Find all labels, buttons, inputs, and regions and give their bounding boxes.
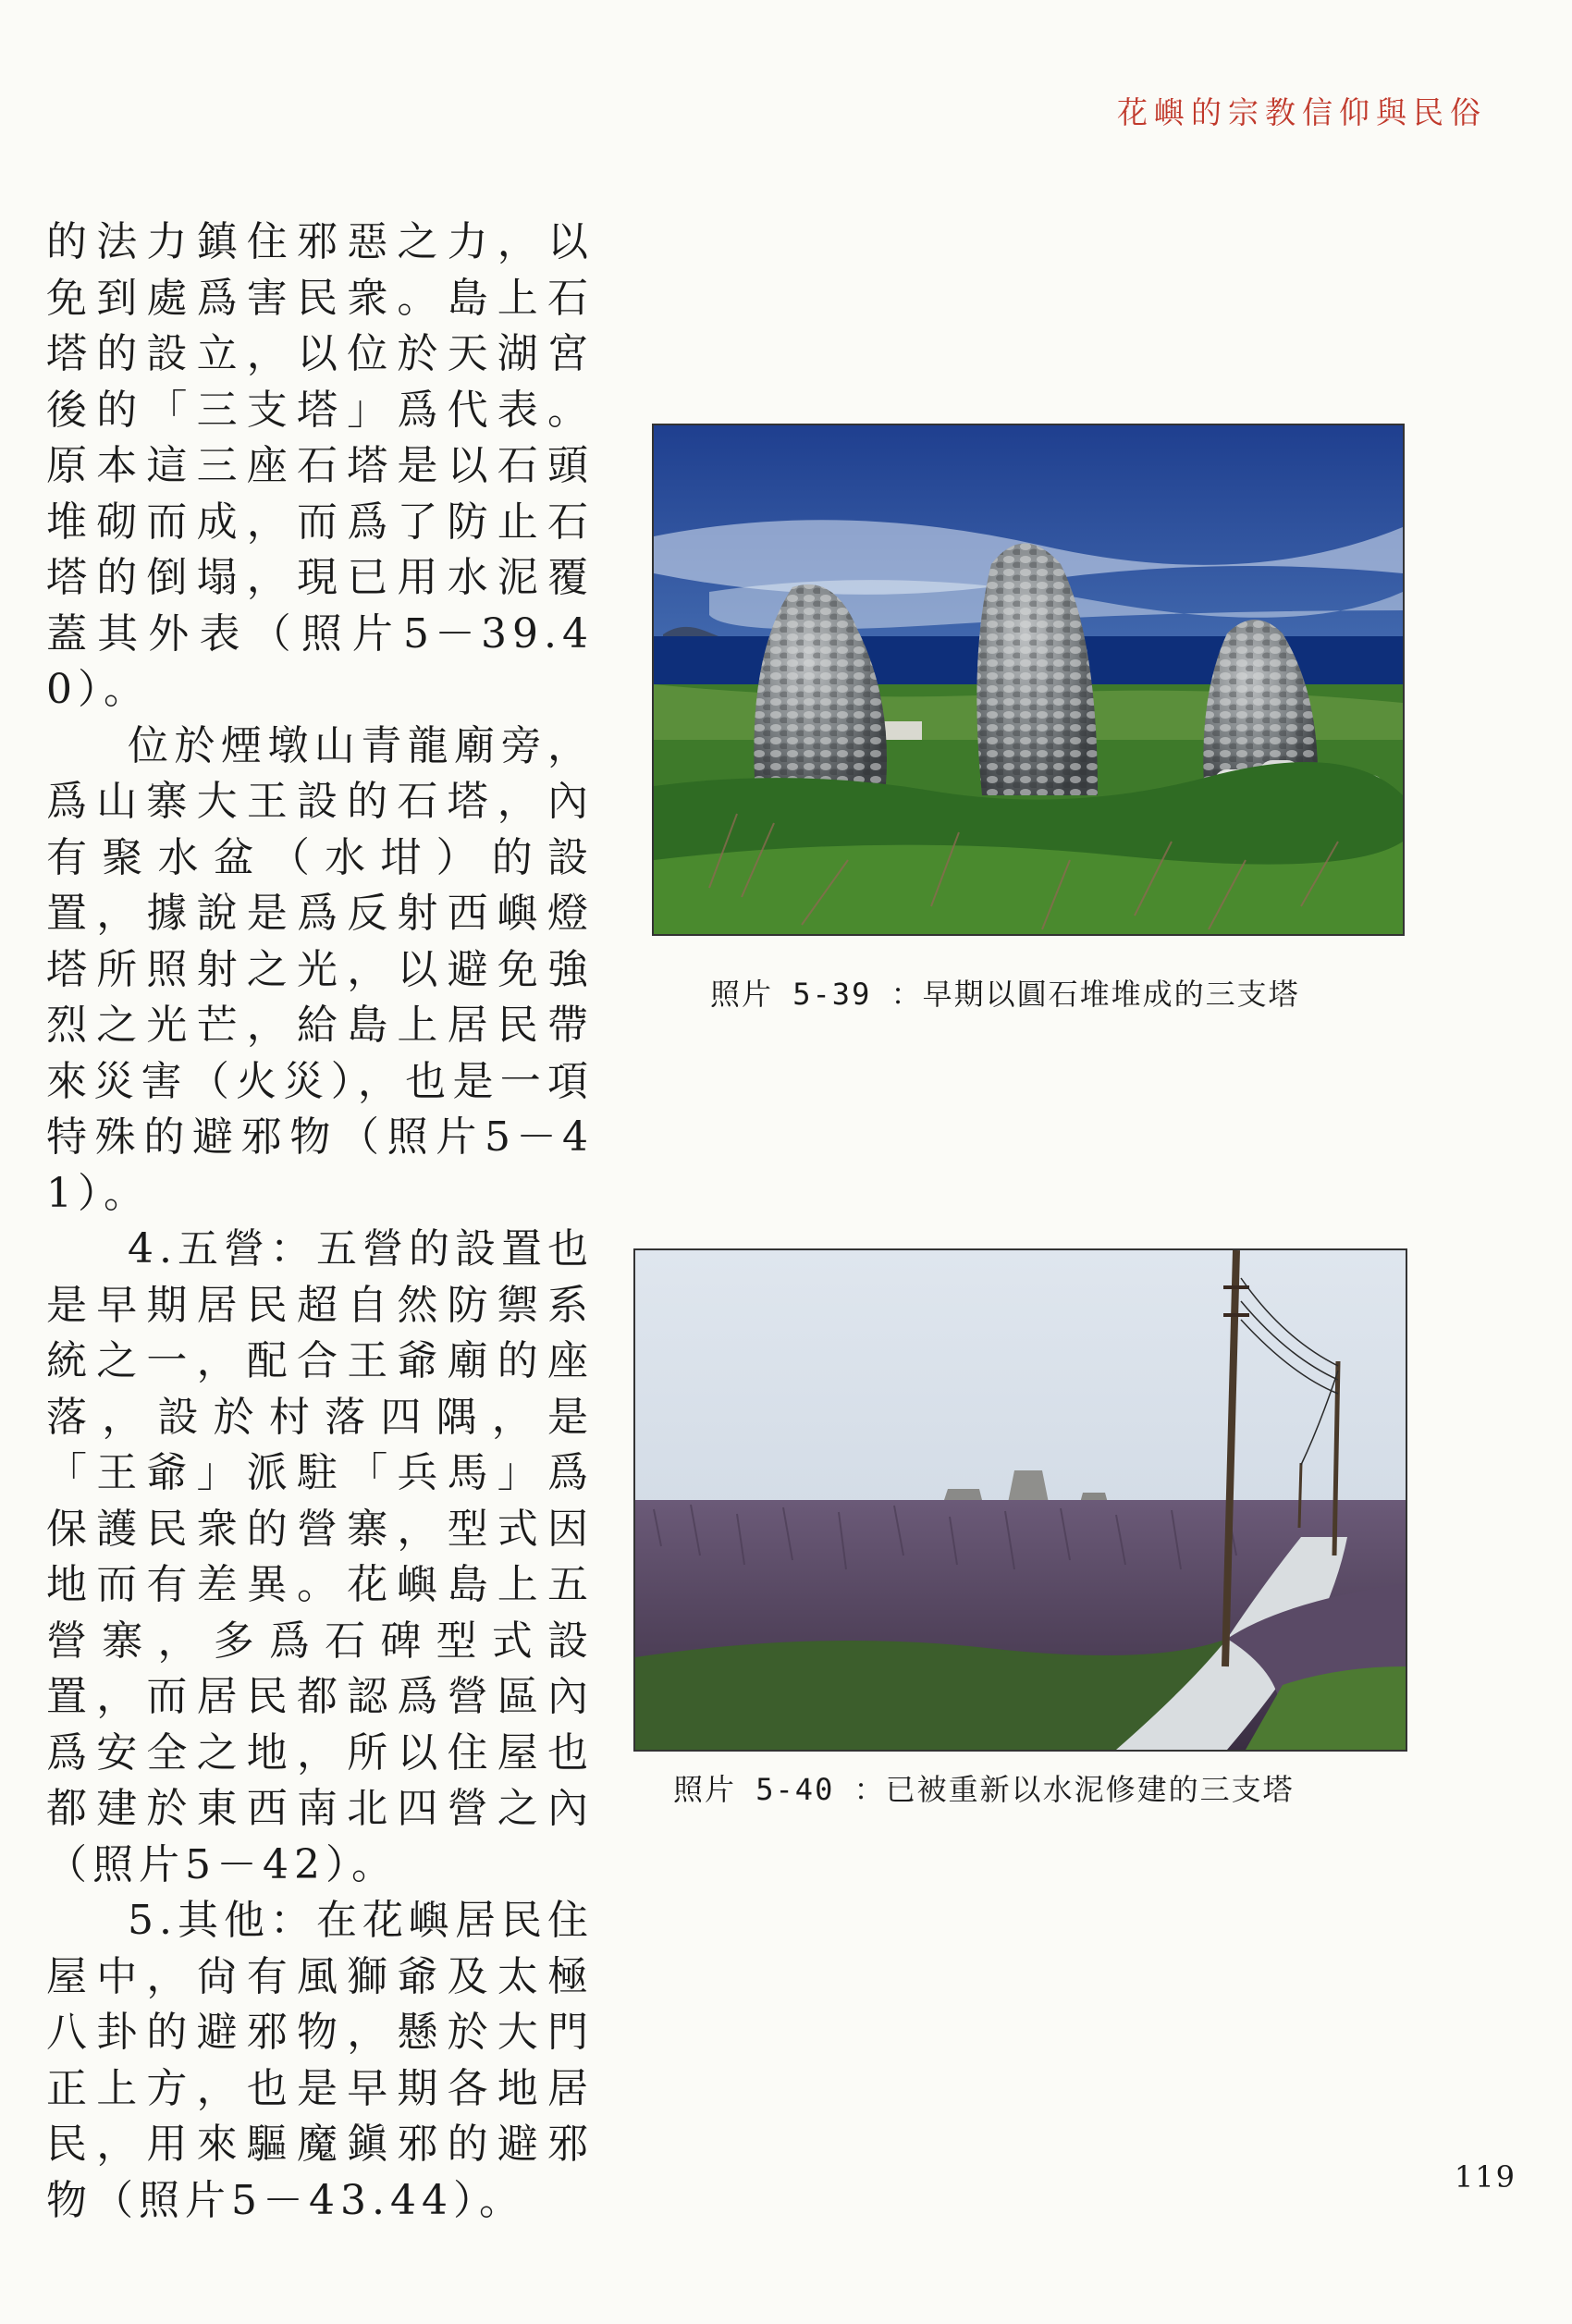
body-text [46, 215, 594, 2229]
photo-caption: 照片 5-39 ：早期以圓石堆堆成的三支塔 [710, 977, 1300, 1012]
paragraph: 的法力鎮住邪惡之力，以免到處爲害民衆。島上石塔的設立，以位於天湖宮後的「三支塔」爲代表。原本這三座石塔是以石頭堆砌而成，而爲了防止石塔的倒塌，現已用水泥覆蓋其外表（照片5－39.40）。 [46, 218, 594, 713]
page-number: 119 [1454, 2159, 1517, 2195]
paragraph: 4.五營：五營的設置也是早期居民超自然防禦系統之一，配合王爺廟的座落，設於村落四隅，是「王爺」派駐「兵馬」爲保護民衆的營寨，型式因地而有差異。花嶼島上五營寨，多爲石碑型式設置，而居民都認爲營區內爲安全之地，所以住屋也都建於東西南北四營之內（照片5－42）。 [46, 1225, 594, 1888]
stone-towers-photo-image [654, 425, 1403, 934]
photo-stone-towers-original [652, 424, 1405, 936]
paragraph: 位於煙墩山青龍廟旁，爲山寨大王設的石塔，內有聚水盆（水坩）的設置，據說是爲反射西嶼燈塔所照射之光，以避免強烈之光芒，給島上居民帶來災害（火災），也是一項特殊的避邪物（照片5－41）。 [46, 721, 594, 1217]
photo-caption: 照片 5-40 ：已被重新以水泥修建的三支塔 [673, 1772, 1295, 1807]
paragraph: 5.其他：在花嶼居民住屋中，尙有風獅爺及太極八卦的避邪物，懸於大門正上方，也是早期各地居民，用來驅魔鎭邪的避邪物（照片5－43.44）。 [46, 1897, 594, 2224]
photo-stone-towers-rebuilt [633, 1248, 1407, 1752]
rebuilt-towers-photo-image [635, 1250, 1406, 1750]
running-header: 花嶼的宗教信仰與民俗 [1117, 94, 1487, 130]
